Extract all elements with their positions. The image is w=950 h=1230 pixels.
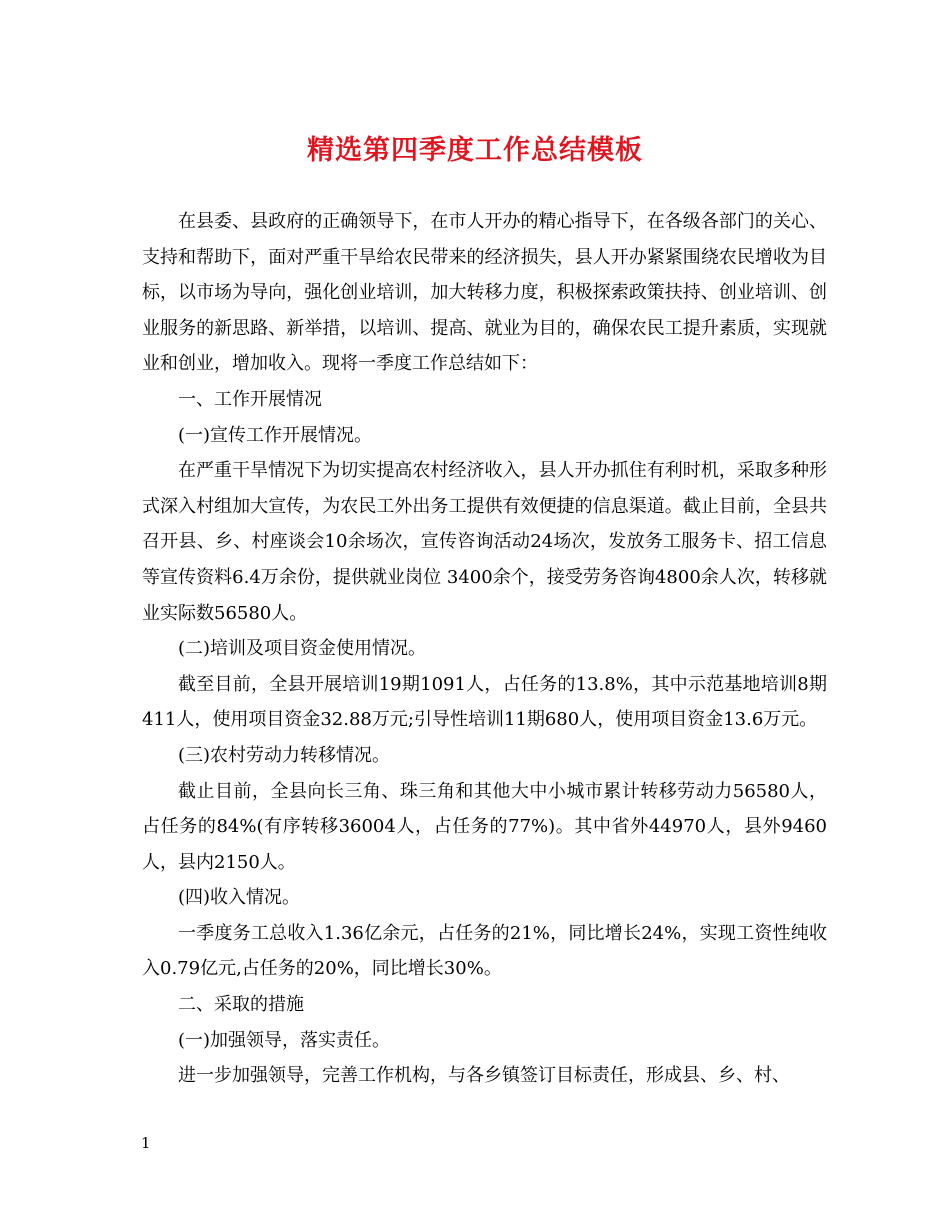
- document-title: 精选第四季度工作总结模板: [307, 135, 643, 166]
- paragraph-labor-transfer: 截止目前，全县向长三角、珠三角和其他大中小城市累计转移劳动力56580人，占任务的84%(有序转移36004人，占任务的77%)。其中省外44970人，县外9460人，县内2150人。: [142, 780, 827, 873]
- subheading-leadership: (一)加强领导，落实责任。: [178, 1029, 391, 1051]
- paragraph-income: 一季度务工总收入1.36亿余元，占任务的21%，同比增长24%，实现工资性纯收入0.79亿元,占任务的20%，同比增长30%。: [142, 922, 827, 980]
- subheading-income: (四)收入情况。: [178, 887, 301, 909]
- paragraph-training-funds: 截至目前，全县开展培训19期1091人，占任务的13.8%，其中示范基地培训8期411人，使用项目资金32.88万元;引导性培训11期680人，使用项目资金13.6万元。: [142, 673, 827, 731]
- subheading-training-funds: (二)培训及项目资金使用情况。: [178, 638, 427, 660]
- paragraph-intro: 在县委、县政府的正确领导下，在市人开办的精心指导下，在各级各部门的关心、支持和帮助下，面对严重干旱给农民带来的经济损失，县人开办紧紧围绕农民增收为目标，以市场为导向，强化创业培训，加大转移力度，积极探索政策扶持、创业培训、创业服务的新思路、新举措，以培训、提高、就业为目的，确保农民工提升素质，实现就业和创业，增加收入。现将一季度工作总结如下：: [142, 211, 827, 375]
- subheading-labor-transfer: (三)农村劳动力转移情况。: [178, 744, 391, 766]
- paragraph-leadership: 进一步加强领导，完善工作机构，与各乡镇签订目标责任，形成县、乡、村、: [178, 1065, 790, 1087]
- subheading-publicity: (一)宣传工作开展情况。: [178, 424, 373, 446]
- document-body: [142, 204, 827, 1094]
- heading-measures: 二、采取的措施: [178, 994, 304, 1016]
- paragraph-publicity: 在严重干旱情况下为切实提高农村经济收入，县人开办抓住有利时机，采取多种形式深入村组加大宣传，为农民工外出务工提供有效便捷的信息渠道。截止目前，全县共召开县、乡、村座谈会10余场次，宣传咨询活动24场次，发放务工服务卡、招工信息等宣传资料6.4万余份，提供就业岗位 3400余个，接受劳务咨询4800余人次，转移就业实际数56580人。: [142, 460, 827, 624]
- page-number: 1: [141, 1134, 151, 1152]
- heading-work-status: 一、工作开展情况: [178, 388, 322, 410]
